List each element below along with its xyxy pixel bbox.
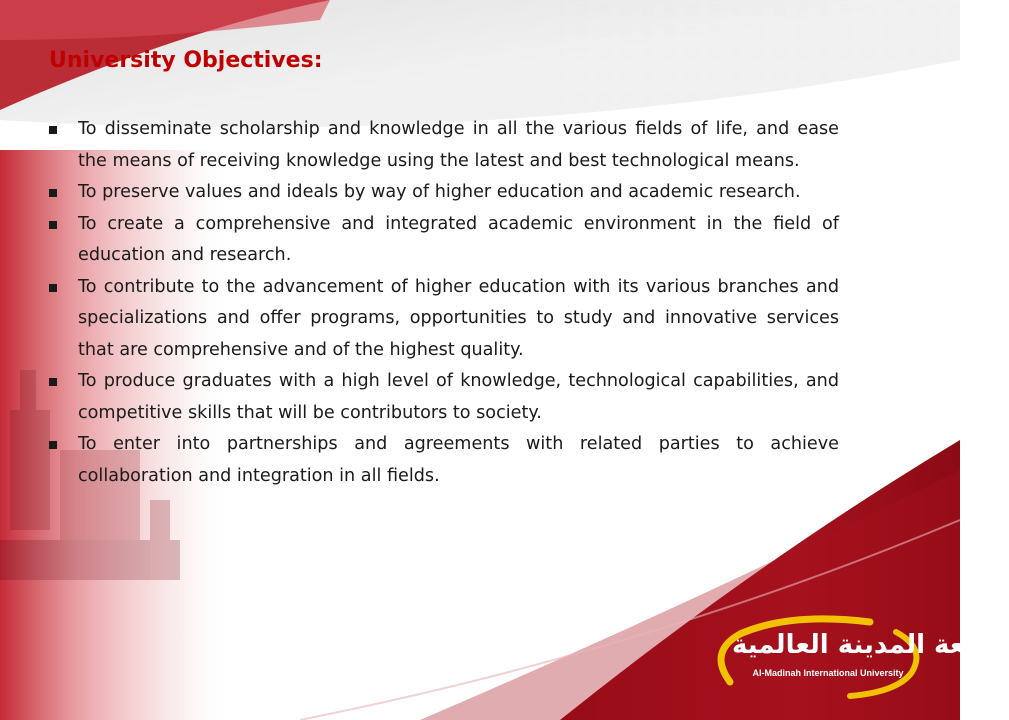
list-item-text: To create a comprehensive and integrated academic environment in the field of education and research. [78,213,839,265]
logo-arabic-name: جامعة المدينة العالمية [732,630,1009,660]
list-item-text: To contribute to the advancement of higher education with its various branches and specializations and offer programs, opportunities to study and innovative services that are comprehensive and of the highest quality. [78,276,839,360]
square-bullet-icon [49,221,57,229]
square-bullet-icon [49,284,57,292]
list-item-text: To produce graduates with a high level of knowledge, technological capabilities, and competitive skills that will be contributors to society. [78,371,839,423]
list-item [49,177,839,209]
list-item [49,272,839,367]
list-item [49,366,839,429]
page-title: University Objectives: [49,48,323,73]
square-bullet-icon [49,441,57,449]
logo-english-name: Al-Madinah International University [752,668,904,678]
list-item [49,114,839,177]
list-item-text: To enter into partnerships and agreements with related parties to achieve collaboration and integration in all fields. [78,434,839,486]
square-bullet-icon [49,378,57,386]
list-item [49,429,839,492]
square-bullet-icon [49,189,57,197]
list-item-text: To disseminate scholarship and knowledge in all the various fields of life, and ease the means of receiving knowledge using the latest and best technological means. [78,119,839,171]
list-item [49,209,839,272]
square-bullet-icon [49,126,57,134]
list-item-text: To preserve values and ideals by way of higher education and academic research. [78,182,801,202]
objectives-list [49,114,839,492]
university-logo [700,612,1009,702]
